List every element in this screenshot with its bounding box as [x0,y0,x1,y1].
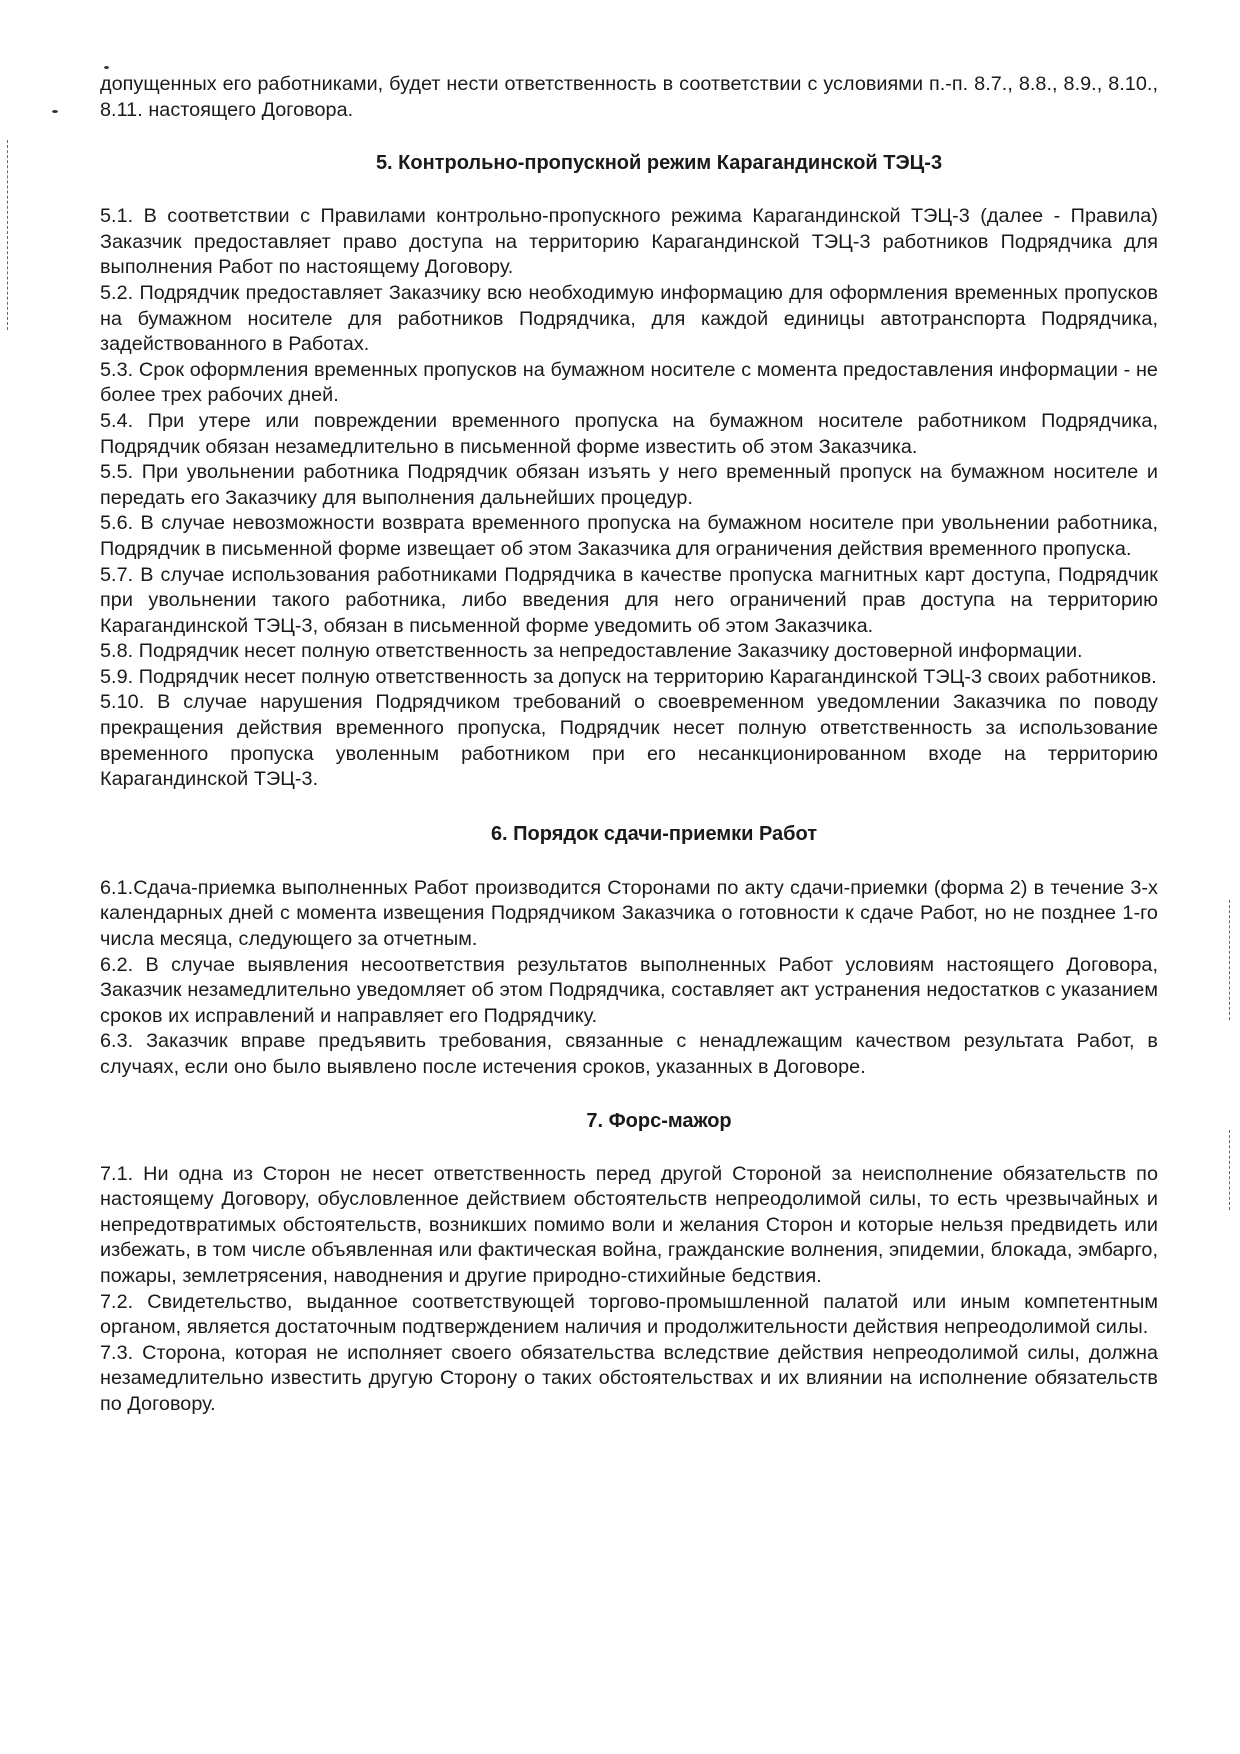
scan-speck [52,110,58,113]
section-7-body [100,1162,1158,1418]
section-7-heading: 7. Форс-мажор [586,1109,732,1132]
document-body [100,72,1158,1418]
paragraph-5-3: 5.3. Срок оформления временных пропусков на бумажном носителе с момента предоставления информации - не более трех рабочих дней. [100,358,1158,407]
paragraph-6-1: 6.1.Сдача-приемка выполненных Работ производится Сторонами по акту сдачи-приемки (форма 2) в течение 3-х календарных дней с момента извещения Подрядчиком Заказчика о готовности к сдаче Работ, но не позднее 1-го числа месяца, следующего за отчетным. [100,876,1158,951]
section-5-body [100,204,1158,793]
section-6-heading: 6. Порядок сдачи-приемки Работ [490,822,818,845]
paragraph-5-4: 5.4. При утере или повреждении временного пропуска на бумажном носителе работником Подрядчика, Подрядчик обязан незамедлительно в письменной форме известить об этом Заказчика. [100,409,1158,458]
paragraph-5-10: 5.10. В случае нарушения Подрядчиком требований о своевременном уведомлении Заказчика по поводу прекращения действия временного пропуска, Подрядчик несет полную ответственность за использование временного пропуска уволенным работником при его несанкционированном входе на территорию Карагандинской ТЭЦ-3. [100,691,1158,791]
section-6-body [100,876,1158,1081]
paragraph-5-5: 5.5. При увольнении работника Подрядчик обязан изъять у него временный пропуск на бумажном носителе и передать его Заказчику для выполнения дальнейших процедур. [100,461,1158,509]
paragraph-5-8: 5.8. Подрядчик несет полную ответственность за непредоставление Заказчику достоверной информации. [100,640,1083,663]
paragraph-6-2: 6.2. В случае выявления несоответствия результатов выполненных Работ условиям настоящего Договора, Заказчик незамедлительно уведомляет об этом Подрядчика, составляет акт устранения недостатков с указанием сроков их исправлений и направляет его Подрядчику. [100,953,1158,1027]
paragraph-5-7: 5.7. В случае использования работниками Подрядчика в качестве пропуска магнитных карт доступа, Подрядчик при увольнении такого работника, либо введения для него ограничений прав доступа на территорию Карагандинской ТЭЦ-3, обязан в письменной форме уведомить об этом Заказчика. [100,563,1158,637]
paragraph-5-1: 5.1. В соответствии с Правилами контрольно-пропускного режима Карагандинской ТЭЦ-3 (далее - Правила) Заказчик предоставляет право доступа на территорию Карагандинской ТЭЦ-3 работников Подрядчика для выполнения Работ по настоящему Договору. [100,205,1158,279]
intro-paragraph: допущенных его работниками, будет нести ответственность в соответствии с условиями п.-п. 8.7., 8.8., 8.9., 8.10., 8.11. настоящего Договора. [100,73,1158,121]
paragraph-5-9: 5.9. Подрядчик несет полную ответственность за допуск на территорию Карагандинской ТЭЦ-3 своих работников. [100,665,1157,688]
paragraph-7-3: 7.3. Сторона, которая не исполняет своего обязательства вследствие действия непреодолимой силы, должна незамедлительно известить другую Сторону о таких обстоятельствах и их влиянии на исполнение обязательств по Договору. [100,1341,1158,1415]
scan-edge-mark [1229,900,1231,1020]
section-5-heading: 5. Контрольно-пропускной режим Карагандинской ТЭЦ-3 [375,152,943,175]
scan-speck [104,66,109,69]
scan-edge-mark [1229,1130,1231,1210]
paragraph-6-3: 6.3. Заказчик вправе предъявить требования, связанные с ненадлежащим качеством результата Работ, в случаях, если оно было выявлено после истечения сроков, указанных в Договоре. [100,1030,1158,1078]
paragraph-5-2: 5.2. Подрядчик предоставляет Заказчику всю необходимую информацию для оформления временных пропусков на бумажном носителе для работников Подрядчика, для каждой единицы автотранспорта Подрядчика, задействованного в Работах. [100,281,1158,356]
scan-edge-mark [7,140,9,330]
paragraph-5-6: 5.6. В случае невозможности возврата временного пропуска на бумажном носителе при увольнении работника, Подрядчик в письменной форме извещает об этом Заказчика для ограничения действия временного пропуска. [100,512,1158,560]
paragraph-7-1: 7.1. Ни одна из Сторон не несет ответственность перед другой Стороной за неисполнение обязательств по настоящему Договору, обусловленное действием обстоятельств непреодолимой силы, то есть чрезвычайных и непредотвратимых обстоятельств, возникших помимо воли и желания Сторон и которые нельзя предвидеть или избежать, в том числе объявленная или фактическая война, гражданские волнения, эпидемии, блокада, эмбарго, пожары, землетрясения, наводнения и другие природно-стихийные бедствия. [100,1162,1158,1287]
paragraph-7-2: 7.2. Свидетельство, выданное соответствующей торгово-промышленной палатой или иным компетентным органом, является достаточным подтверждением наличия и продолжительности действия непреодолимой силы. [100,1290,1158,1339]
